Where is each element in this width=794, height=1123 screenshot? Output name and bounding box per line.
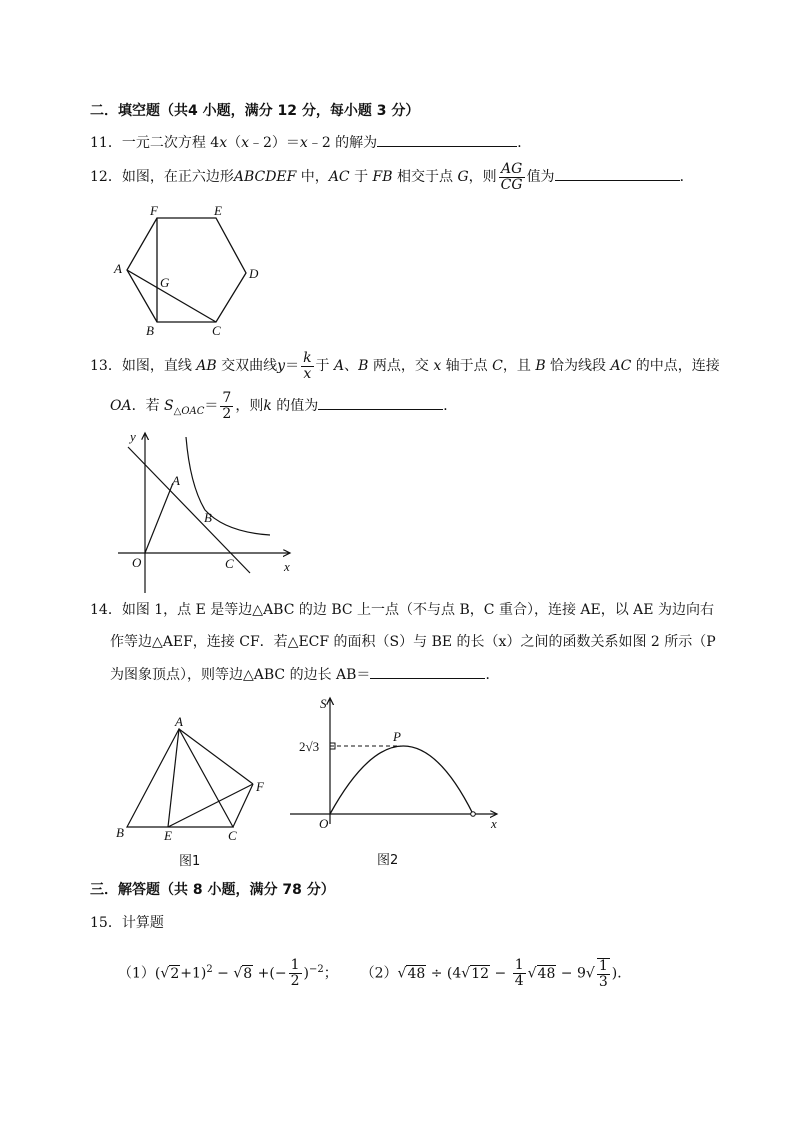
hexagon-figure: [110, 200, 270, 340]
answer-blank[interactable]: [377, 132, 517, 147]
question-13: 13．如图，直线 AB 交双曲线y＝ $\frac{k}{x}$ 于 A、B 两点，交 x 轴于点 C，且 B 恰为线段 AC 的中点，连接: [90, 349, 720, 382]
question-13-line2: OA．若 $S_{\triangle OAC}=$ $\frac{7}{2}$ ，则k 的值为 ．: [110, 389, 458, 422]
answer-blank[interactable]: [318, 395, 443, 410]
question-12: 12．如图，在正六边形ABCDEF 中，AC 于 FB 相交于点 G，则 $\frac{AG}{CG}$ 值为 ．: [90, 160, 694, 193]
question-14-line3: 为图象顶点），则等边△ABC 的边长 AB＝ ．: [110, 664, 499, 685]
answer-blank[interactable]: [370, 664, 485, 679]
section2-heading: 二．填空题（共4 小题，满分 12 分，每小题 3 分）: [90, 103, 420, 119]
q11-number: 11．: [90, 135, 122, 151]
part-2-label: （2）: [360, 965, 398, 982]
label-D: D: [249, 266, 259, 281]
label-C: C: [225, 556, 234, 571]
label-E: E: [214, 203, 222, 218]
label-C: C: [228, 828, 237, 843]
answer-blank[interactable]: [555, 166, 680, 181]
label-B: B: [146, 323, 154, 338]
figure-2-caption: 图2: [377, 853, 399, 868]
figure-1-caption: 图1: [179, 854, 201, 869]
axis-y-label: y: [130, 429, 136, 444]
label-G: G: [160, 275, 170, 290]
triangle-figure-1: [112, 714, 277, 870]
part-1-label: （1）: [118, 965, 155, 982]
label-A: A: [172, 473, 180, 488]
label-B: B: [116, 825, 124, 840]
question-15-expressions: $(1)(√2+1)^2 - √8$ +(− $\frac{1}{2}$ )$^{-2}$； （2）√48 ÷ (4√12 − $\frac{1}{4}$ √48 − 9√ $\frac{1}{3}$ )．: [118, 957, 632, 990]
label-E: E: [164, 828, 172, 843]
label-F: F: [150, 203, 158, 218]
label-F: F: [256, 779, 264, 794]
question-15: 15．计算题: [90, 915, 164, 931]
hyperbola-figure: [110, 425, 310, 595]
y-tick-label: 2√3: [299, 739, 320, 754]
axis-x-label: x: [284, 559, 290, 574]
origin-label: O: [319, 816, 329, 831]
fraction-1-2: $\frac{1}{2}$: [290, 957, 300, 990]
label-A: A: [175, 714, 183, 729]
fraction-k-x: $\frac{k}{x}$: [303, 349, 312, 382]
vertex-label: P: [393, 729, 401, 744]
axis-s-label: S: [320, 696, 327, 711]
fraction-1-3: $\frac{1}{3}$: [598, 957, 608, 990]
fraction-7-2: $\frac{7}{2}$: [222, 389, 232, 422]
fraction-ag-cg: $\frac{AG}{CG}$: [500, 160, 523, 193]
label-C: C: [212, 323, 221, 338]
question-14: 14．如图 1，点 E 是等边△ABC 的边 BC 上一点（不与点 B，C 重合），连接 AE，以 AE 为边向右: [90, 602, 714, 618]
question-14-line2: 作等边△AEF，连接 CF．若△ECF 的面积（S）与 BE 的长（x）之间的函数关系如图 2 所示（P: [110, 634, 716, 650]
fraction-1-4: $\frac{1}{4}$: [514, 957, 524, 990]
origin-label: O: [132, 555, 142, 570]
label-B: B: [204, 510, 212, 525]
section3-heading: 三．解答题（共 8 小题，满分 78 分）: [90, 882, 335, 898]
parabola-figure-2: [285, 690, 505, 870]
label-A: A: [114, 261, 122, 276]
axis-x-label: x: [491, 816, 497, 831]
question-11: 11．一元二次方程 4x（x﹣2）＝x﹣2 的解为 ．: [90, 132, 531, 153]
